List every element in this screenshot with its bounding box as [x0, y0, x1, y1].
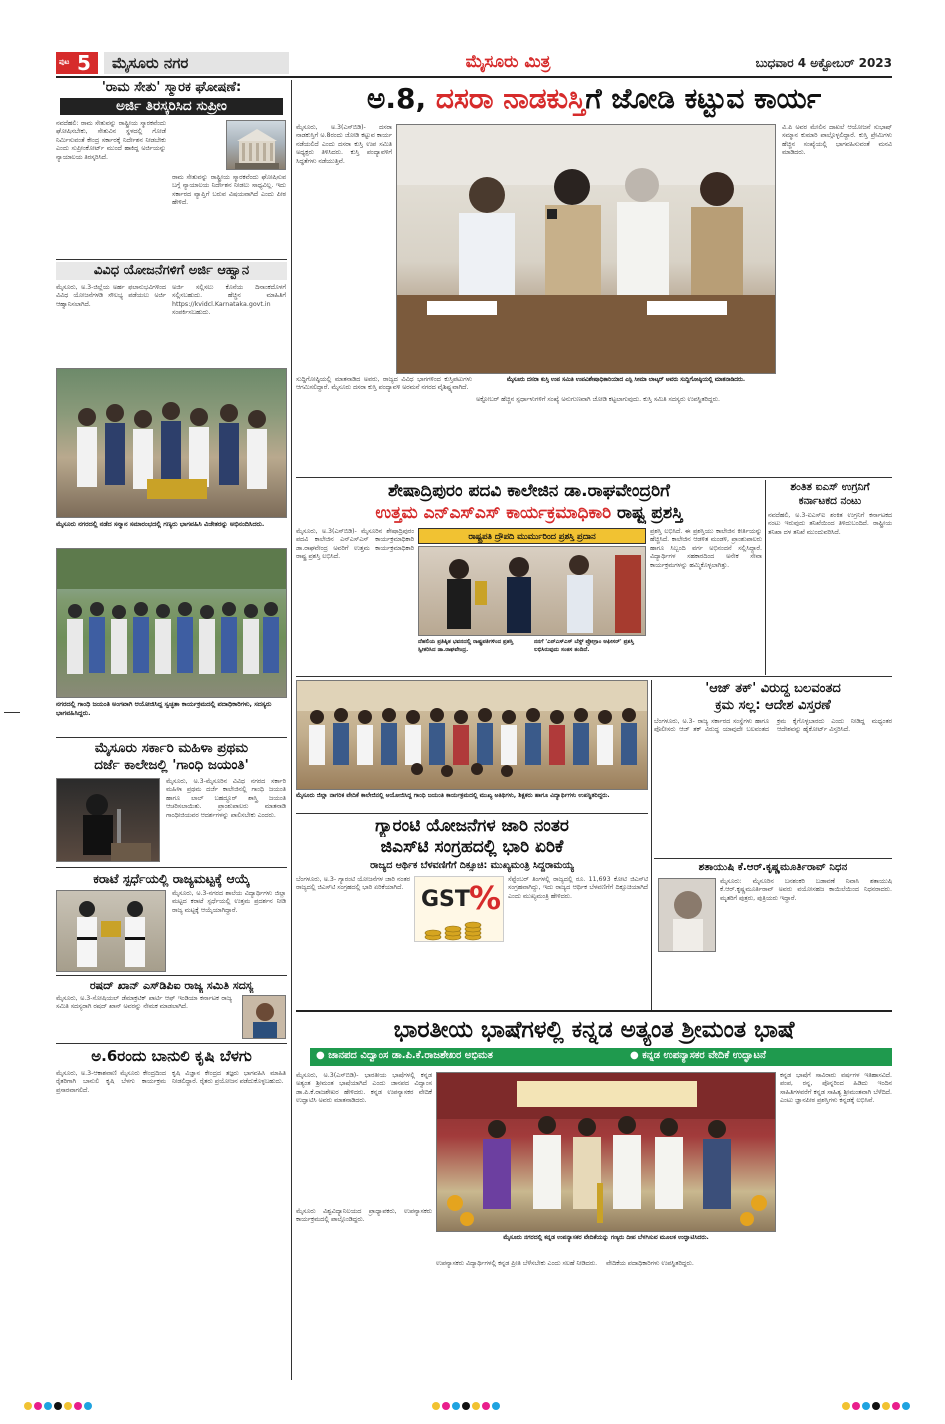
percent-icon: % — [469, 879, 502, 917]
body-col-2: ಅರ್ಜಿ ಸಲ್ಲಿಸಲು ಕೊನೆಯ ದಿನಾಂಕದೊಳಗೆ ಸಲ್ಲಿಸಬಹುದು. ಹೆಚ್ಚಿನ ಮಾಹಿತಿಗೆ https://kvidcl.Karnataka.govt.in ಸಂಪರ್ಕಿಸಬಹುದು. — [172, 284, 286, 317]
photo-caption: ಮೈಸೂರು ಜಿಲ್ಲಾ ನಾಗರಿಕ ವೇದಿಕೆ ಕಾಲೇಜಿನಲ್ಲಿ ಆಯೋಜಿಸಿದ್ದ ಗಾಂಧಿ ಜಯಂತಿ ಕಾರ್ಯಕ್ರಮದಲ್ಲಿ ಮುಖ್ಯ ಅತಿಥಿಗಳು, ಶಿಕ್ಷಕರು ಹಾಗೂ ವಿದ್ಯಾರ್ಥಿಗಳು ಉಪಸ್ಥಿತರಿದ್ದರು. — [296, 792, 610, 799]
headline-suffix: ರಾಷ್ಟ್ರ ಪ್ರಶಸ್ತಿ — [611, 503, 683, 523]
photo-felicitation — [56, 368, 287, 518]
body-col-1: ಮೈಸೂರು, ಅ.3(ಎಸ್‌ಬಿಡಿ)- ಭಾರತೀಯ ಭಾಷೆಗಳಲ್ಲಿ ಕನ್ನಡ ಅತ್ಯಂತ ಶ್ರೀಮಂತ ಭಾಷೆಯಾಗಿದೆ ಎಂದು ಜಾನಪದ ವಿದ್ವಾಂಸ ಡಾ.ಪಿ.ಕೆ.ರಾಜಶೇಖರ ಹೇಳಿದರು. ಕನ್ನಡ ಉಪನ್ಯಾಸಕರ ವೇದಿಕೆ ಉದ್ಘಾಟಿಸಿ ಅವರು ಮಾತನಾಡಿದರು. — [296, 1072, 432, 1105]
page-label: ಪುಟ — [59, 58, 70, 66]
color-registration-marks-left — [24, 1402, 104, 1412]
article-banuli — [56, 1046, 287, 1376]
issue-date: ಬುಧವಾರ 4 ಅಕ್ಟೋಬರ್ 2023 — [755, 56, 892, 70]
page-number: 5 — [77, 51, 91, 75]
body-col-2: ಸೆಪ್ಟೆಂಬರ್ ತಿಂಗಳಲ್ಲಿ ರಾಜ್ಯದಲ್ಲಿ ರೂ. 11,693 ಕೋಟಿ ಜಿಎಸ್‌ಟಿ ಸಂಗ್ರಹವಾಗಿದ್ದು, ಇದು ರಾಜ್ಯದ ಆರ್ಥಿಕ ಬೆಳವಣಿಗೆಗೆ ದಿಕ್ಸೂಚಿಯಾಗಿದೆ ಎಂದು ಮುಖ್ಯಮಂತ್ರಿ ಹೇಳಿದರು. — [508, 876, 648, 900]
obituary-portrait — [658, 878, 716, 952]
divider — [296, 477, 892, 478]
portrait-photo — [242, 995, 286, 1039]
headline: ಮೈಸೂರು ಸರ್ಕಾರಿ ಮಹಿಳಾ ಪ್ರಥಮ — [94, 740, 249, 756]
headline: ಭಾರತೀಯ ಭಾಷೆಗಳಲ್ಲಿ ಕನ್ನಡ ಅತ್ಯಂತ ಶ್ರೀಮಂತ ಭಾಷೆ — [393, 1017, 795, 1043]
article-is-link — [768, 480, 892, 675]
body-col-right: ಕನ್ನಡ ಭಾಷೆಗೆ ಸಾವಿರಾರು ವರ್ಷಗಳ ಇತಿಹಾಸವಿದೆ. ಪಂಪ, ರನ್ನ, ಪೊನ್ನರಿಂದ ಹಿಡಿದು ಇಂದಿನ ಸಾಹಿತಿಗಳವರೆಗೆ ಕನ್ನಡ ಸಾಹಿತ್ಯ ಶ್ರೀಮಂತವಾಗಿ ಬೆಳೆದಿದೆ. ಎಂಟು ಜ್ಞಾನಪೀಠ ಪ್ರಶಸ್ತಿಗಳು ಕನ್ನಡಕ್ಕೆ ಲಭಿಸಿವೆ. — [780, 1072, 892, 1105]
article-ram-setu — [56, 80, 287, 258]
headline: 'ರಾಮ ಸೇತು' ಸ್ಮಾರಕ ಘೋಷಣೆ: — [101, 80, 242, 95]
headline-2: ಅರ್ಜಿ ತಿರಸ್ಕರಿಸಿದ ಸುಪ್ರೀಂ — [60, 98, 283, 115]
article-dasara — [296, 80, 892, 475]
body-col-2: ಸುದ್ದಿಗೋಷ್ಠಿಯಲ್ಲಿ ಮಾತನಾಡಿದ ಅವರು, ರಾಜ್ಯದ ವಿವಿಧ ಭಾಗಗಳಿಂದ ಕುಸ್ತಿಪಟುಗಳು ಆಗಮಿಸಲಿದ್ದಾರೆ. ಮೈಸೂರು ದಸರಾ ಕುಸ್ತಿ ಪಂದ್ಯಾವಳಿ ಅರಮನೆ ನಗರದ ವೈಶಿಷ್ಟ್ಯವಾಗಿದೆ. — [296, 376, 472, 392]
body-col-1: ಮೈಸೂರು, ಅ.3(ಎಸ್‌ಬಿಡಿ)- ದಸರಾ ನಾಡಕುಸ್ತಿಗೆ ಅ.8ರಂದು ಜೋಡಿ ಕಟ್ಟುವ ಕಾರ್ಯ ನಡೆಯಲಿದೆ ಎಂದು ದಸರಾ ಕುಸ್ತಿ ಉಪ ಸಮಿತಿ ಅಧ್ಯಕ್ಷರು ತಿಳಿಸಿದರು. ಕುಸ್ತಿ ಪಂದ್ಯಾವಳಿಗೆ ಸಿದ್ಧತೆಗಳು ನಡೆಯುತ್ತಿವೆ. — [296, 124, 392, 165]
column-divider — [765, 480, 766, 675]
headline: ಶೇಷಾದ್ರಿಪುರಂ ಪದವಿ ಕಾಲೇಜಿನ ಡಾ.ರಾಘವೇಂದ್ರರಿಗೆ — [388, 481, 670, 501]
body-col-2: ಕೃಷಿ ವಿಜ್ಞಾನ ಕೇಂದ್ರದ ತಜ್ಞರು ಭಾಗವಹಿಸಿ ಮಾಹಿತಿ ನೀಡಲಿದ್ದಾರೆ. ರೈತರು ಪ್ರಯೋಜನ ಪಡೆದುಕೊಳ್ಳಬಹುದು. — [172, 1070, 286, 1086]
body-col-4: ವೇದಿಕೆಯ ಪದಾಧಿಕಾರಿಗಳು ಉಪಸ್ಥಿತರಿದ್ದರು. — [606, 1260, 694, 1267]
headline: ಶತಾಯುಷಿ ಕೆ.ಆರ್.ಕೃಷ್ಣಮೂರ್ತಿರಾವ್ ನಿಧನ — [698, 862, 848, 873]
body-col-1: ಮೈಸೂರು, ಅ.3-ಜಿಲ್ಲೆಯ ಅರ್ಹ ಫಲಾನುಭವಿಗಳಿಂದ ವಿವಿಧ ಯೋಜನೆಗಳಡಿ ಸೌಲಭ್ಯ ಪಡೆಯಲು ಅರ್ಜಿ ಆಹ್ವಾನಿಸಲಾಗಿದೆ. — [56, 284, 166, 308]
award-photo — [418, 546, 646, 636]
column-divider — [651, 680, 652, 1010]
article-arji — [56, 262, 287, 362]
headline: ಗ್ಯಾರಂಟಿ ಯೋಜನೆಗಳ ಜಾರಿ ನಂತರ — [375, 816, 569, 836]
header-rule — [56, 76, 892, 78]
article-aaj-tak — [654, 680, 892, 856]
headline: ರಷದ್ ಖಾನ್ ಎಸ್‌ಡಿಪಿಐ ರಾಜ್ಯ ಸಮಿತಿ ಸದಸ್ಯ — [89, 979, 254, 992]
article-kannada — [296, 1014, 892, 1380]
body-col-1: ಮೈಸೂರು, ಅ.3-ಆಕಾಶವಾಣಿ ಮೈಸೂರು ಕೇಂದ್ರದಿಂದ ರೈತರಿಗಾಗಿ ಬಾನುಲಿ ಕೃಷಿ ಬೆಳಗು ಕಾರ್ಯಕ್ರಮ ಪ್ರಸಾರವಾಗಲಿದೆ. — [56, 1070, 166, 1094]
page-number-box — [56, 52, 98, 74]
headline-2: ದರ್ಜೆ ಕಾಲೇಜಲ್ಲಿ 'ಗಾಂಧಿ ಜಯಂತಿ' — [94, 757, 249, 773]
headline-suffix: ಗೆ ಜೋಡಿ ಕಟ್ಟುವ ಕಾರ್ಯ — [585, 82, 822, 115]
article-gst — [296, 816, 648, 1008]
divider — [654, 858, 892, 859]
body: ಬೆಂಗಳೂರು, ಅ.3- ರಾಜ್ಯ ಸರ್ಕಾರದ ಸಂಸ್ಥೆಗಳು ಹಾಗೂ ಪೊಲೀಸರು ಆಜ್ ತಕ್ ವಿರುದ್ಧ ಯಾವುದೇ ಬಲವಂತದ ಕ್ರಮ ಕೈಗೊಳ್ಳಬಾರದು ಎಂದು ನೀಡಿದ್ದ ಮಧ್ಯಂತರ ಆದೇಶವನ್ನು ಹೈಕೋರ್ಟ್ ವಿಸ್ತರಿಸಿದೆ. — [654, 718, 892, 734]
article-mahila — [56, 740, 287, 866]
press-meet-photo — [396, 124, 776, 374]
divider — [296, 813, 648, 814]
divider — [56, 1043, 287, 1044]
photo-cleaning-drive — [56, 548, 287, 698]
photo-caption: ನಗರದಲ್ಲಿ ಗಾಂಧಿ ಜಯಂತಿ ಅಂಗವಾಗಿ ಆಯೋಜಿಸಿದ್ದ ಸ್ವಚ್ಛತಾ ಕಾರ್ಯಕ್ರಮದಲ್ಲಿ ಪದಾಧಿಕಾರಿಗಳು, ಸದಸ್ಯರು ಭಾಗವಹಿಸಿದ್ದರು. — [56, 700, 272, 717]
body-col-right: ವಿ.ಪಿ ಅವರ ಮೇಲಿನ ದಾಖಲೆ ಆಯೋಜನೆ ಸುಭಾಷ್ ಸಮ್ಮಾನ ಕುಮಾರಿ ಪಾಲ್ಗೊಳ್ಳಲಿದ್ದಾರೆ. ಕುಸ್ತಿ ಪ್ರೇಮಿಗಳು ಹೆಚ್ಚಿನ ಸಂಖ್ಯೆಯಲ್ಲಿ ಭಾಗವಹಿಸುವಂತೆ ಮನವಿ ಮಾಡಿದರು. — [782, 124, 892, 157]
headline-prefix: ಅ.8, — [366, 82, 436, 115]
speaker-photo — [56, 778, 160, 862]
body: ಮೈಸೂರು, ಅ.3-ಮೈಸೂರಿನ ವಿವಿಧ ನಗರದ ಸರ್ಕಾರಿ ಮಹಿಳಾ ಪ್ರಥಮ ದರ್ಜೆ ಕಾಲೇಜಿನಲ್ಲಿ ಗಾಂಧಿ ಜಯಂತಿ ಹಾಗೂ ಲಾಲ್ ಬಹದ್ದೂರ್ ಶಾಸ್ತ್ರಿ ಜಯಂತಿ ಆಚರಿಸಲಾಯಿತು. ಪ್ರಾಂಶುಪಾಲರು ಮಾತನಾಡಿ ಗಾಂಧೀಜಿಯವರ ಆದರ್ಶಗಳನ್ನು ಪಾಲಿಸಬೇಕು ಎಂದರು. — [166, 778, 286, 819]
divider — [56, 737, 287, 738]
article-karate — [56, 870, 287, 974]
color-registration-marks-center — [432, 1402, 512, 1412]
color-registration-marks-right — [842, 1402, 922, 1412]
subhead: ರಾಜ್ಯದ ಆರ್ಥಿಕ ಬೆಳವಣಿಗೆಗೆ ದಿಕ್ಸೂಚಿ: ಮುಖ್ಯಮಂತ್ರಿ ಸಿದ್ದರಾಮಯ್ಯ — [370, 860, 574, 871]
fold-mark — [4, 712, 20, 713]
headline: 'ಆಜ್ ತಕ್' ವಿರುದ್ಧ ಬಲವಂತದ — [705, 681, 841, 696]
subhead-bar — [310, 1048, 892, 1066]
article-rashad — [56, 978, 287, 1042]
headline-2: ಜಿಎಸ್‌ಟಿ ಸಂಗ್ರಹದಲ್ಲಿ ಭಾರಿ ಏರಿಕೆ — [380, 837, 564, 857]
headline: ಅ.6ರಂದು ಬಾನುಲಿ ಕೃಷಿ ಬೆಳಗು — [91, 1047, 252, 1065]
inauguration-photo — [436, 1072, 776, 1232]
caption-right: ನನಗೆ 'ಎನ್‌ಎಸ್‌ಎಸ್ ಬೆಸ್ಟ್ ಪ್ರೋಗ್ರಾಂ ಆಫೀಸರ್' ಪ್ರಶಸ್ತಿ ಲಭಿಸಿರುವುದು ಸಂತಸ ತಂದಿದೆ. — [534, 639, 634, 653]
karate-photo — [56, 890, 166, 972]
supreme-court-photo — [226, 120, 286, 170]
divider — [296, 676, 892, 677]
photo-caption: ಮೈಸೂರು ನಗರದಲ್ಲಿ ನಡೆದ ಸನ್ಮಾನ ಸಮಾರಂಭದಲ್ಲಿ ಗಣ್ಯರು ಭಾಗವಹಿಸಿ ವಿಜೇತರನ್ನು ಅಭಿನಂದಿಸಿದರು. — [56, 520, 265, 528]
page-header — [56, 50, 892, 76]
gst-text: GST — [421, 887, 470, 912]
subhead-2: ● ಕನ್ನಡ ಉಪನ್ಯಾಸಕರ ವೇದಿಕೆ ಉದ್ಘಾಟನೆ — [630, 1050, 766, 1061]
caption-left: ದೆಹಲಿಯ ಪ್ರತಿಷ್ಠಿತ ಭವನದಲ್ಲಿ ರಾಷ್ಟ್ರಪತಿಗಳಿಂದ ಪ್ರಶಸ್ತಿ ಸ್ವೀಕರಿಸಿದ ಡಾ.ರಾಘವೇಂದ್ರ. — [418, 639, 514, 653]
body-col-1: ಬೆಂಗಳೂರು, ಅ.3- ಗ್ಯಾರಂಟಿ ಯೋಜನೆಗಳ ಜಾರಿ ನಂತರ ರಾಜ್ಯದಲ್ಲಿ ಜಿಎಸ್‌ಟಿ ಸಂಗ್ರಹದಲ್ಲಿ ಭಾರಿ ಏರಿಕೆಯಾಗಿದೆ. — [296, 876, 410, 892]
coin-stack-icon — [423, 919, 497, 941]
divider — [296, 1010, 892, 1012]
body-col-3: ಉಪನ್ಯಾಸಕರು ವಿದ್ಯಾರ್ಥಿಗಳಲ್ಲಿ ಕನ್ನಡ ಪ್ರೀತಿ ಬೆಳೆಸಬೇಕು ಎಂದು ಸಲಹೆ ನೀಡಿದರು. — [436, 1260, 598, 1267]
body-col-2: ಮೈಸೂರು ವಿಶ್ವವಿದ್ಯಾನಿಲಯದ ಪ್ರಾಧ್ಯಾಪಕರು, ಉಪನ್ಯಾಸಕರು ಕಾರ್ಯಕ್ರಮದಲ್ಲಿ ಪಾಲ್ಗೊಂಡಿದ್ದರು. — [296, 1208, 432, 1224]
photo-caption: ಮೈಸೂರು ನಗರದಲ್ಲಿ ಕನ್ನಡ ಉಪನ್ಯಾಸಕರ ವೇದಿಕೆಯನ್ನು ಗಣ್ಯರು ದೀಪ ಬೆಳಗಿಸುವ ಮೂಲಕ ಉದ್ಘಾಟಿಸಿದರು. — [503, 1234, 709, 1241]
photo-caption: ಮೈಸೂರು ದಸರಾ ಕುಸ್ತಿ ಉಪ ಸಮಿತಿ ಉಪವಿಶೇಷಾಧಿಕಾರಿಯಾದ ಎಸ್ಪಿ ಸೀಮಾ ಲಾಟ್ಕರ್ ಅವರು ಸುದ್ದಿಗೋಷ್ಠಿಯಲ್ಲಿ ಮಾತನಾಡಿದರು. — [506, 377, 746, 383]
masthead: ಮೈಸೂರು ಮಿತ್ರ — [465, 52, 551, 72]
body-col-1: ಮೈಸೂರು, ಅ.3(ಎಸ್‌ಬಿಡಿ)- ಮೈಸೂರಿನ ಶೇಷಾದ್ರಿಪುರಂ ಪದವಿ ಕಾಲೇಜಿನ ಎನ್‌ಎಸ್‌ಎಸ್ ಕಾರ್ಯಕ್ರಮಾಧಿಕಾರಿ ಡಾ.ರಾಘವೇಂದ್ರ ಅವರಿಗೆ ಉತ್ತಮ ಕಾರ್ಯಕ್ರಮಾಧಿಕಾರಿ ರಾಷ್ಟ್ರ ಪ್ರಶಸ್ತಿ ಲಭಿಸಿದೆ. — [296, 528, 414, 561]
body-col-1: ನವದೆಹಲಿ: ರಾಮ ಸೇತುವನ್ನು ರಾಷ್ಟ್ರೀಯ ಸ್ಮಾರಕವೆಂದು ಘೋಷಿಸಬೇಕು, ಸೇತುವಿನ ಸ್ಥಳದಲ್ಲಿ ಗೋಡೆ ನಿರ್ಮಿಸುವಂತೆ ಕೇಂದ್ರ ಸರ್ಕಾರಕ್ಕೆ ನಿರ್ದೇಶನ ನೀಡಬೇಕು ಎಂದು ಸುಪ್ರೀಂಕೋರ್ಟ್ ಮುಂದೆ ಹಾಕಿದ್ದ ಅರ್ಜಿಯನ್ನು ನ್ಯಾಯಾಲಯ ತಿರಸ್ಕರಿಸಿದೆ. — [56, 120, 166, 161]
divider — [56, 867, 287, 868]
body-col-3: ಪ್ರಶಸ್ತಿ ಲಭಿಸಿದೆ. ಈ ಪ್ರಶಸ್ತಿಯು ಕಾಲೇಜಿನ ಕೀರ್ತಿಯನ್ನು ಹೆಚ್ಚಿಸಿದೆ. ಕಾಲೇಜಿನ ಆಡಳಿತ ಮಂಡಳಿ, ಪ್ರಾಂಶುಪಾಲರು ಹಾಗೂ ಸಿಬ್ಬಂದಿ ವರ್ಗ ಅಭಿನಂದನೆ ಸಲ್ಲಿಸಿದ್ದಾರೆ. ವಿದ್ಯಾರ್ಥಿಗಳ ಸಹಕಾರದಿಂದ ಅನೇಕ ಸೇವಾ ಕಾರ್ಯಕ್ರಮಗಳನ್ನು ಹಮ್ಮಿಕೊಳ್ಳಲಾಗಿತ್ತು. — [650, 528, 762, 569]
body-col-2: ರಾಮ ಸೇತುವನ್ನು ರಾಷ್ಟ್ರೀಯ ಸ್ಮಾರಕವೆಂದು ಘೋಷಿಸುವ ಬಗ್ಗೆ ನ್ಯಾಯಾಲಯ ನಿರ್ದೇಶನ ನೀಡಲು ಸಾಧ್ಯವಿಲ್ಲ. ಇದು ಸರ್ಕಾರದ ವ್ಯಾಪ್ತಿಗೆ ಬರುವ ವಿಷಯವಾಗಿದೆ ಎಂದು ಪೀಠ ಹೇಳಿದೆ. — [172, 174, 286, 207]
headline-2: ಕರ್ನಾಟಕದ ನಂಟು — [798, 495, 862, 507]
headline: ವಿವಿಧ ಯೋಜನೆಗಳಿಗೆ ಅರ್ಜಿ ಆಹ್ವಾನ — [56, 262, 287, 280]
subhead-1: ● ಜಾನಪದ ವಿದ್ವಾಂಸ ಡಾ.ಪಿ.ಕೆ.ರಾಜಶೇಖರ ಅಭಿಮತ — [316, 1050, 493, 1061]
section-title: ಮೈಸೂರು ನಗರ — [104, 52, 289, 74]
headline: ಕರಾಟೆ ಸ್ಪರ್ಧೆಯಲ್ಲಿ ರಾಜ್ಯಮಟ್ಟಕ್ಕೆ ಆಯ್ಕೆ — [93, 871, 250, 886]
headline-2 — [296, 502, 762, 524]
headline-red: ಉತ್ತಮ ಎನ್‌ಎಸ್‌ಎಸ್ ಕಾರ್ಯಕ್ರಮಾಧಿಕಾರಿ — [375, 503, 612, 523]
article-raghavendra — [296, 480, 762, 655]
column-divider — [291, 80, 292, 1380]
body: ಮೈಸೂರು, ಅ.3-ನಗರದ ಶಾಲೆಯ ವಿದ್ಯಾರ್ಥಿಗಳು ಜಿಲ್ಲಾ ಮಟ್ಟದ ಕರಾಟೆ ಸ್ಪರ್ಧೆಯಲ್ಲಿ ಉತ್ತಮ ಪ್ರದರ್ಶನ ನೀಡಿ ರಾಜ್ಯ ಮಟ್ಟಕ್ಕೆ ಆಯ್ಕೆಯಾಗಿದ್ದಾರೆ. — [172, 890, 286, 914]
headline: ಶಂತಿತ ಐಎಸ್ ಉಗ್ರನಿಗೆ — [790, 481, 870, 493]
headline-2: ಕ್ರಮ ಸಲ್ಲ: ಆದೇಶ ವಿಸ್ತರಣೆ — [715, 698, 831, 713]
article-obituary — [654, 860, 892, 1008]
gst-graphic — [414, 876, 504, 942]
divider — [56, 259, 287, 260]
divider — [56, 975, 287, 976]
subhead-box — [418, 528, 646, 544]
subhead: ರಾಷ್ಟ್ರಪತಿ ದ್ರೌಪದಿ ಮುರ್ಮುರಿಂದ ಪ್ರಶಸ್ತಿ ಪ್ರದಾನ — [468, 531, 596, 541]
headline — [296, 80, 892, 118]
headline-red: ದಸರಾ ನಾಡಕುಸ್ತಿ — [435, 82, 586, 115]
body: ಮೈಸೂರು: ಮೈಸೂರಿನ ಬನಶಂಕರಿ ಬಡಾವಣೆ ನಿವಾಸಿ ಶತಾಯುಷಿ ಕೆ.ಆರ್.ಕೃಷ್ಣಮೂರ್ತಿರಾವ್ ಅವರು ವಯೋಸಹಜ ಕಾಯಿಲೆಯಿಂದ ನಿಧನರಾದರು. ಮೃತರಿಗೆ ಪುತ್ರರು, ಪುತ್ರಿಯರು ಇದ್ದಾರೆ. — [720, 878, 892, 902]
body-col-3: ಅಕ್ಟೋಬರ್ ಹೆಚ್ಚಿನ ಸ್ಪರ್ಧಾಳುಗಳಿಗೆ ಸಂಖ್ಯೆ ಅನುಗುಣವಾಗಿ ಜೋಡಿ ಕಟ್ಟಲಾಗುವುದು. ಕುಸ್ತಿ ಸಮಿತಿ ಸದಸ್ಯರು ಉಪಸ್ಥಿತರಿದ್ದರು. — [476, 396, 720, 403]
body: ನವದೆಹಲಿ, ಅ.3-ಐಎಸ್‌ಐ ಶಂಕಿತ ಉಗ್ರನಿಗೆ ಕರ್ನಾಟಕದ ನಂಟು ಇರುವುದು ತನಿಖೆಯಿಂದ ತಿಳಿದುಬಂದಿದೆ. ರಾಷ್ಟ್ರೀಯ ತನಿಖಾ ದಳ ತನಿಖೆ ಮುಂದುವರಿಸಿದೆ. — [768, 512, 892, 536]
group-photo — [296, 680, 648, 790]
body: ಮೈಸೂರು, ಅ.3-ಸೋಷಿಯಲ್ ಡೆಮಾಕ್ರಟಿಕ್ ಪಾರ್ಟಿ ಆಫ್ ಇಂಡಿಯಾ ಕರ್ನಾಟಕ ರಾಜ್ಯ ಸಮಿತಿ ಸದಸ್ಯರಾಗಿ ರಷದ್ ಖಾನ್ ಅವರನ್ನು ನೇಮಕ ಮಾಡಲಾಗಿದೆ. — [56, 995, 232, 1011]
